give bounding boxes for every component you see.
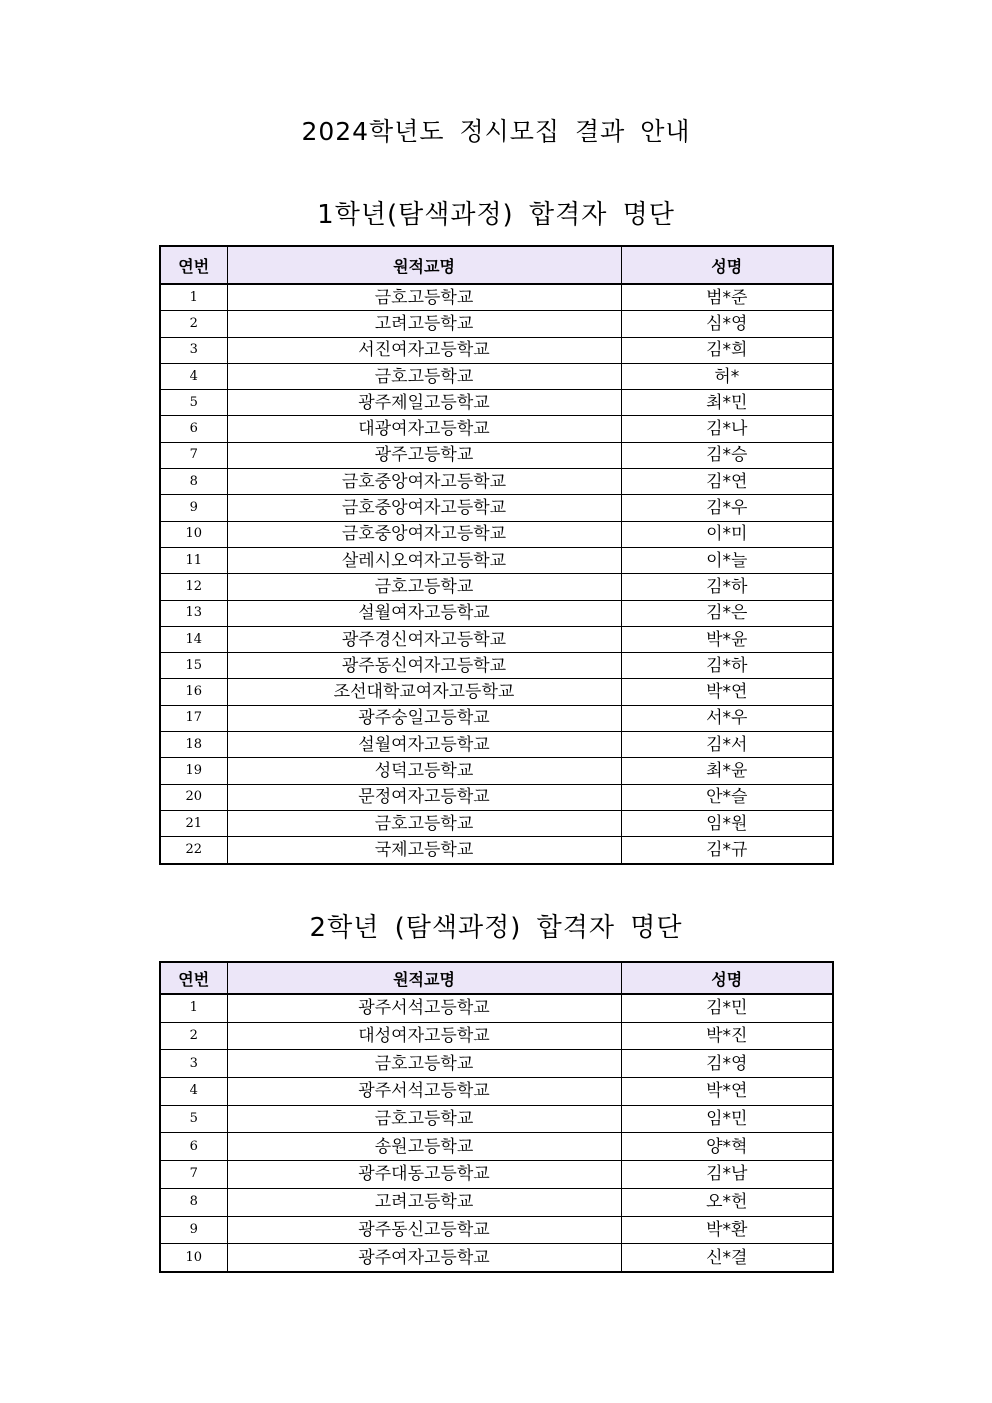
student-name-cell: 김*남 — [621, 1161, 833, 1189]
table-row — [160, 416, 833, 442]
school-name-cell: 살레시오여자고등학교 — [227, 547, 621, 573]
row-number-cell: 19 — [160, 758, 227, 784]
page-title: 2024학년도 정시모집 결과 안내 — [301, 117, 691, 146]
student-name-cell: 김*승 — [621, 442, 833, 468]
row-number-cell: 18 — [160, 732, 227, 758]
school-name-cell: 광주서석고등학교 — [227, 994, 621, 1022]
row-number-cell: 4 — [160, 1078, 227, 1106]
section-title-grade-1: 1학년(탐색과정) 합격자 명단 — [317, 200, 675, 230]
student-name-cell: 김*영 — [621, 1050, 833, 1078]
student-name-cell: 임*원 — [621, 810, 833, 836]
school-name-cell: 대성여자고등학교 — [227, 1022, 621, 1050]
column-header-no: 연번 — [160, 246, 227, 284]
row-number-cell: 5 — [160, 1105, 227, 1133]
student-name-cell: 오*헌 — [621, 1188, 833, 1216]
student-name-cell: 임*민 — [621, 1105, 833, 1133]
school-name-cell: 설월여자고등학교 — [227, 732, 621, 758]
school-name-cell: 광주숭일고등학교 — [227, 705, 621, 731]
school-name-cell: 설월여자고등학교 — [227, 600, 621, 626]
school-name-cell: 고려고등학교 — [227, 311, 621, 337]
student-name-cell: 최*윤 — [621, 758, 833, 784]
table-row — [160, 1078, 833, 1106]
school-name-cell: 광주대동고등학교 — [227, 1161, 621, 1189]
row-number-cell: 3 — [160, 337, 227, 363]
student-name-cell: 김*우 — [621, 495, 833, 521]
column-header-name: 성명 — [621, 246, 833, 284]
student-name-cell: 김*희 — [621, 337, 833, 363]
roster-table-grade-1 — [159, 245, 834, 865]
school-name-cell: 광주여자고등학교 — [227, 1244, 621, 1272]
school-name-cell: 금호중앙여자고등학교 — [227, 469, 621, 495]
table-row — [160, 994, 833, 1022]
row-number-cell: 5 — [160, 390, 227, 416]
table-row — [160, 547, 833, 573]
school-name-cell: 금호고등학교 — [227, 810, 621, 836]
table-row — [160, 1216, 833, 1244]
row-number-cell: 9 — [160, 495, 227, 521]
table-row — [160, 1022, 833, 1050]
student-name-cell: 이*늘 — [621, 547, 833, 573]
student-name-cell: 서*우 — [621, 705, 833, 731]
table-row — [160, 442, 833, 468]
student-name-cell: 김*나 — [621, 416, 833, 442]
school-name-cell: 광주서석고등학교 — [227, 1078, 621, 1106]
table-row — [160, 758, 833, 784]
school-name-cell: 광주제일고등학교 — [227, 390, 621, 416]
school-name-cell: 문정여자고등학교 — [227, 784, 621, 810]
row-number-cell: 10 — [160, 521, 227, 547]
column-header-school: 원적교명 — [227, 962, 621, 994]
row-number-cell: 16 — [160, 679, 227, 705]
table-row — [160, 679, 833, 705]
school-name-cell: 조선대학교여자고등학교 — [227, 679, 621, 705]
student-name-cell: 신*결 — [621, 1244, 833, 1272]
table-row — [160, 732, 833, 758]
table-header-row — [160, 246, 833, 284]
row-number-cell: 4 — [160, 363, 227, 389]
table-row — [160, 1161, 833, 1189]
table-row — [160, 784, 833, 810]
table-row — [160, 469, 833, 495]
student-name-cell: 김*연 — [621, 469, 833, 495]
row-number-cell: 7 — [160, 1161, 227, 1189]
row-number-cell: 1 — [160, 994, 227, 1022]
row-number-cell: 1 — [160, 284, 227, 311]
school-name-cell: 금호중앙여자고등학교 — [227, 521, 621, 547]
school-name-cell: 성덕고등학교 — [227, 758, 621, 784]
row-number-cell: 7 — [160, 442, 227, 468]
school-name-cell: 금호고등학교 — [227, 363, 621, 389]
roster-table-grade-2 — [159, 961, 834, 1273]
table-row — [160, 1050, 833, 1078]
school-name-cell: 광주동신여자고등학교 — [227, 653, 621, 679]
student-name-cell: 박*진 — [621, 1022, 833, 1050]
student-name-cell: 심*영 — [621, 311, 833, 337]
row-number-cell: 11 — [160, 547, 227, 573]
school-name-cell: 광주고등학교 — [227, 442, 621, 468]
school-name-cell: 서진여자고등학교 — [227, 337, 621, 363]
student-name-cell: 최*민 — [621, 390, 833, 416]
table-row — [160, 705, 833, 731]
table-row — [160, 837, 833, 864]
section-title-grade-2: 2학년 (탐색과정) 합격자 명단 — [309, 913, 683, 943]
row-number-cell: 12 — [160, 574, 227, 600]
school-name-cell: 금호중앙여자고등학교 — [227, 495, 621, 521]
row-number-cell: 10 — [160, 1244, 227, 1272]
row-number-cell: 6 — [160, 416, 227, 442]
row-number-cell: 2 — [160, 1022, 227, 1050]
row-number-cell: 20 — [160, 784, 227, 810]
column-header-school: 원적교명 — [227, 246, 621, 284]
table-row — [160, 311, 833, 337]
table-row — [160, 1105, 833, 1133]
school-name-cell: 송원고등학교 — [227, 1133, 621, 1161]
table-body — [160, 284, 833, 864]
school-name-cell: 금호고등학교 — [227, 1050, 621, 1078]
school-name-cell: 금호고등학교 — [227, 284, 621, 311]
student-name-cell: 안*슬 — [621, 784, 833, 810]
student-name-cell: 김*서 — [621, 732, 833, 758]
student-name-cell: 박*연 — [621, 679, 833, 705]
column-header-name: 성명 — [621, 962, 833, 994]
student-name-cell: 김*하 — [621, 653, 833, 679]
row-number-cell: 6 — [160, 1133, 227, 1161]
student-name-cell: 허* — [621, 363, 833, 389]
school-name-cell: 금호고등학교 — [227, 1105, 621, 1133]
row-number-cell: 8 — [160, 1188, 227, 1216]
row-number-cell: 8 — [160, 469, 227, 495]
table-row — [160, 495, 833, 521]
table-row — [160, 363, 833, 389]
student-name-cell: 이*미 — [621, 521, 833, 547]
student-name-cell: 범*준 — [621, 284, 833, 311]
row-number-cell: 15 — [160, 653, 227, 679]
school-name-cell: 고려고등학교 — [227, 1188, 621, 1216]
table-row — [160, 1133, 833, 1161]
table-row — [160, 521, 833, 547]
row-number-cell: 13 — [160, 600, 227, 626]
row-number-cell: 21 — [160, 810, 227, 836]
column-header-no: 연번 — [160, 962, 227, 994]
student-name-cell: 박*윤 — [621, 626, 833, 652]
table-row — [160, 390, 833, 416]
school-name-cell: 대광여자고등학교 — [227, 416, 621, 442]
student-name-cell: 양*혁 — [621, 1133, 833, 1161]
student-name-cell: 김*하 — [621, 574, 833, 600]
table-row — [160, 1188, 833, 1216]
table-row — [160, 653, 833, 679]
school-name-cell: 금호고등학교 — [227, 574, 621, 600]
table-row — [160, 626, 833, 652]
student-name-cell: 김*규 — [621, 837, 833, 864]
row-number-cell: 14 — [160, 626, 227, 652]
student-name-cell: 박*환 — [621, 1216, 833, 1244]
school-name-cell: 광주동신고등학교 — [227, 1216, 621, 1244]
table-row — [160, 600, 833, 626]
table-row — [160, 574, 833, 600]
table-header-row — [160, 962, 833, 994]
row-number-cell: 17 — [160, 705, 227, 731]
table-row — [160, 1244, 833, 1272]
row-number-cell: 3 — [160, 1050, 227, 1078]
school-name-cell: 광주경신여자고등학교 — [227, 626, 621, 652]
row-number-cell: 9 — [160, 1216, 227, 1244]
student-name-cell: 박*연 — [621, 1078, 833, 1106]
table-row — [160, 337, 833, 363]
school-name-cell: 국제고등학교 — [227, 837, 621, 864]
table-row — [160, 284, 833, 311]
student-name-cell: 김*민 — [621, 994, 833, 1022]
table-body — [160, 994, 833, 1272]
row-number-cell: 2 — [160, 311, 227, 337]
student-name-cell: 김*은 — [621, 600, 833, 626]
table-row — [160, 810, 833, 836]
row-number-cell: 22 — [160, 837, 227, 864]
